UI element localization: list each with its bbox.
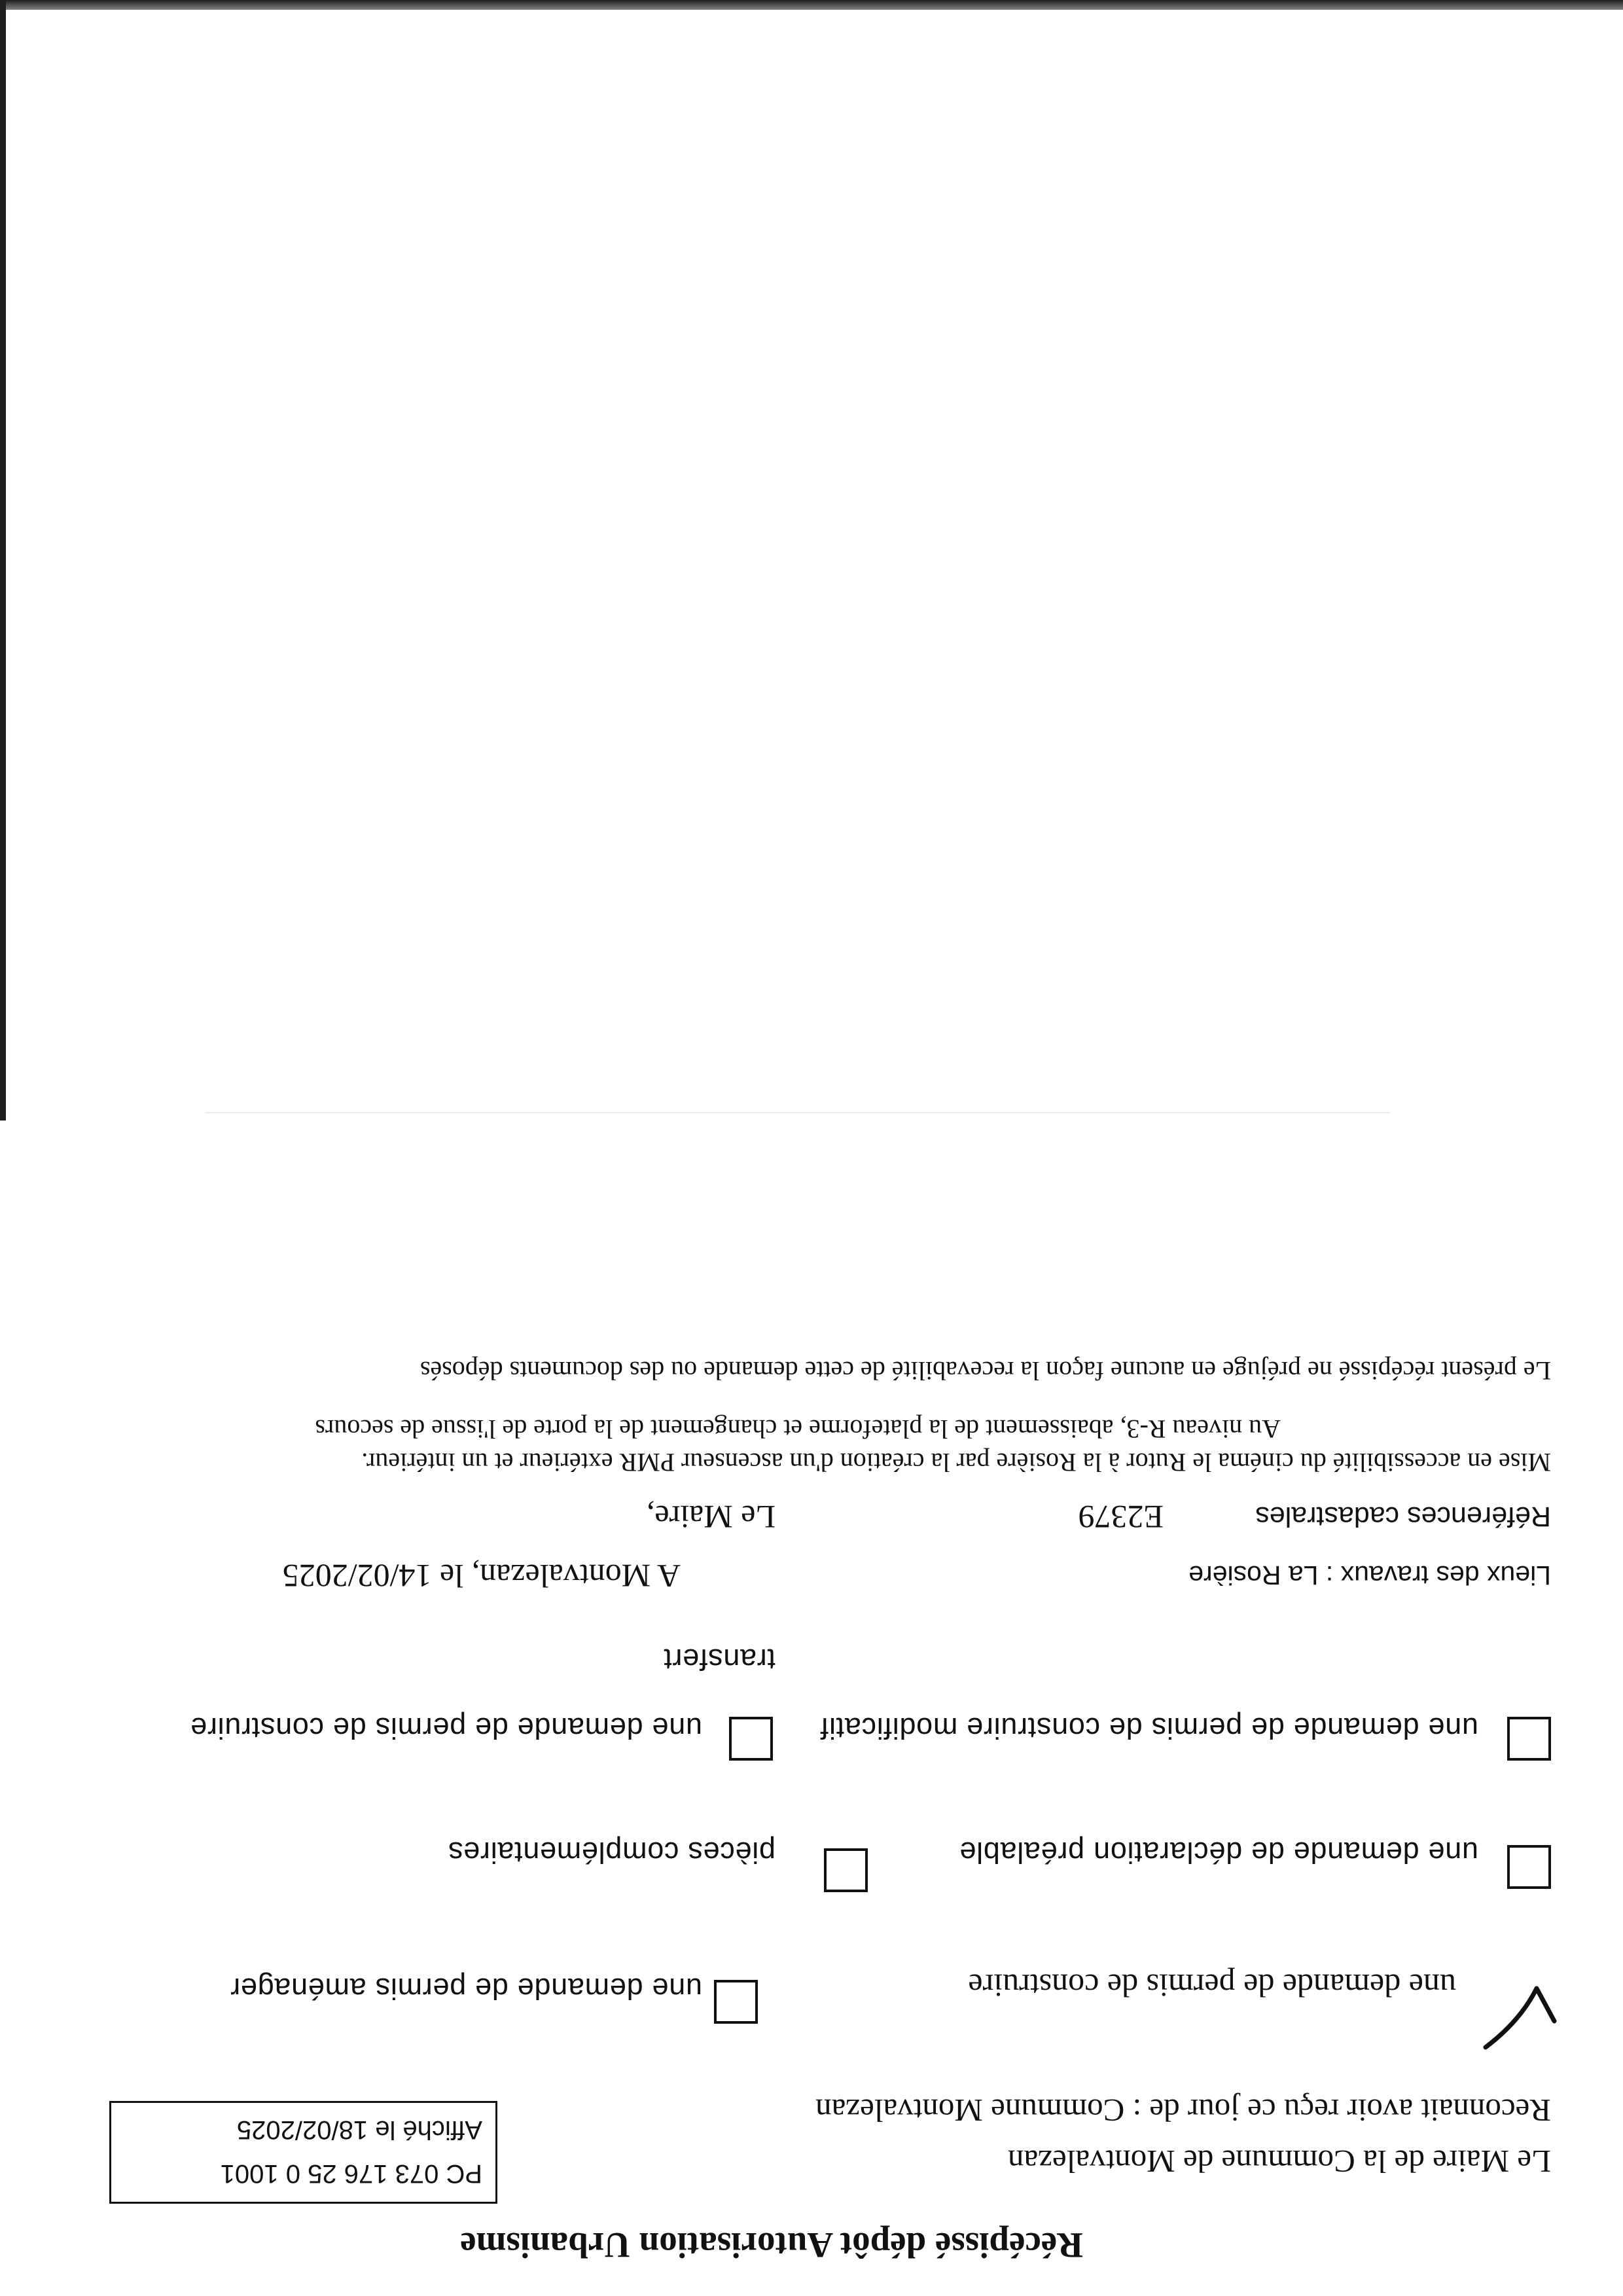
- permit-number: PC 073 176 25 0 1001: [220, 2159, 482, 2188]
- scan-edge-right: [0, 0, 6, 1121]
- option-label: une demande de déclaration préalable: [959, 1836, 1478, 1869]
- option-pieces-complementaires: [436, 1836, 868, 1892]
- option-declaration-prealable: [949, 1836, 1551, 1892]
- checkbox-permis-construire-transfert: [729, 1717, 773, 1761]
- document-title: Récépissé dépôt Autorisation Urbanisme: [460, 2225, 1083, 2265]
- works-location: Lieux des travaux : La Rosière: [1188, 1560, 1551, 1590]
- option-permis-construire-transfert: [187, 1636, 776, 1761]
- posted-date: Affiché le 18/02/2025: [236, 2115, 482, 2144]
- works-description-line2: Au niveau R-3, abaissement de la plateforme et changement de la porte de l'issue de secours: [315, 1414, 1281, 1444]
- received-from-line: Reconnait avoir reçu ce jour de : Commune Montvalezan: [815, 2092, 1551, 2128]
- disclaimer: Le présent récépissé ne préjuge en aucune façon la recevabilité de cette demande ou des documents déposés: [419, 1356, 1551, 1386]
- reference-box: [109, 2101, 497, 2204]
- scan-fold-line: [205, 1112, 1390, 1113]
- option-permis-construire: [959, 1967, 1561, 2054]
- option-label: une demande de permis de construire: [968, 1967, 1456, 2004]
- scan-edge-bottom: [0, 0, 1623, 10]
- option-label: une demande de permis de construire modificatif: [820, 1712, 1478, 1745]
- place-and-date: A Montvalezan, le 14/02/2025: [282, 1558, 681, 1594]
- checkbox-pieces-complementaires: [824, 1848, 868, 1892]
- checkbox-permis-amenager: [714, 1980, 758, 2024]
- signatory: Le Maire,: [646, 1499, 776, 1535]
- handwritten-check-icon: [1479, 1982, 1561, 2054]
- option-label: une demande de permis aménager: [230, 1972, 702, 2005]
- option-permis-construire-modificatif: [820, 1708, 1551, 1761]
- option-label: une demande de permis de construire: [190, 1712, 702, 1745]
- checkbox-permis-construire-modificatif: [1507, 1717, 1551, 1761]
- cadastral-reference: E2379: [1078, 1499, 1164, 1535]
- cadastral-label: Références cadastrales: [1255, 1501, 1551, 1532]
- option-label-continuation: transfert: [663, 1643, 776, 1676]
- issuer-line: Le Maire de la Commune de Montvalezan: [1008, 2144, 1551, 2179]
- works-description-line1: Mise en accessibilité du cinéma le Rutor à la Rosière par la création d'un ascenseur PMR extérieur et un intérieur.: [361, 1448, 1551, 1477]
- option-label: pièces complémentaires: [448, 1836, 776, 1869]
- option-permis-amenager: [230, 1971, 758, 2024]
- checkbox-declaration-prealable: [1507, 1845, 1551, 1889]
